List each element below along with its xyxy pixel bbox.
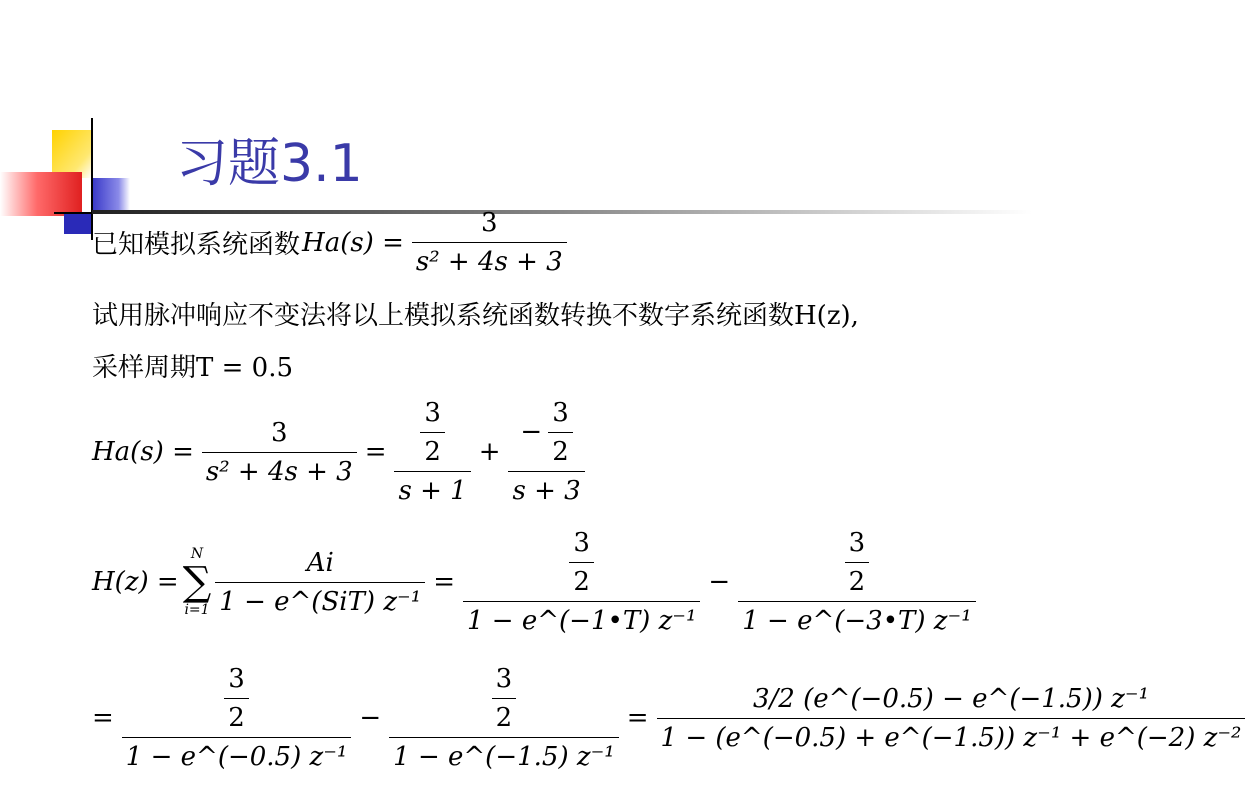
task-line-2: 采样周期T = 0.5 [92,353,294,383]
eq3-f1-num-top: 3 [228,664,245,694]
eq3-f1-num-bot: 2 [224,698,249,733]
eq2-f1-num: Ai [306,547,334,578]
eq2-lhs: H(z) = [92,567,179,597]
sum-symbol: N ∑ i=1 [182,546,212,618]
equation-partial-fractions: Ha(s) = $\frac{3}{\text{s² + 4s + 3}}$ = $\frac{\frac{3}{2}}{s + 1}$ + − $\frac{3}{2}$ s + 3 [92,398,585,506]
eq1-f3-num-top: 3 [552,398,569,428]
eq3-f2-num-top: 3 [495,664,513,694]
given-numerator: 3 [481,208,498,238]
eq1-f3-sign: − [520,416,543,447]
sum-upper: N [190,546,204,562]
given-lhs: Ha(s) = [302,227,404,258]
given-function [92,208,567,277]
eq2-f3-num-top: 3 [848,528,866,558]
sum-lower: i=1 [184,602,210,618]
eq1-f3-num-bot: 2 [548,432,573,467]
eq1-lhs: Ha(s) = [92,437,194,467]
equation-result: = $\frac{\frac{3}{2}}{\text{1 − e\textasciicircum{}(−0.5) z⁻¹}}$ − $\frac{\frac{3}{2}}{\text{1 − e\textasciicircum{}(−1.5) z⁻¹}}$ = $\frac{\text{3/2 (e\textasciicircum{}(−0.5) − e\textasciicircum{}(−1.5)) z⁻¹}}{\text{1 − (e\textasciicircum{}(−0.5) + e\textasciicircum{}(−1.5)) z⁻¹ + e\textasciicircum{}(−2) z⁻²}}$ [92,664,1245,772]
slide-title: 习题3.1 [176,134,363,194]
eq1-f2-num-top: 3 [424,398,441,428]
given-denominator: s² + 4s + 3 [412,242,567,277]
eq1-f1-num: 3 [271,417,288,448]
eq1-f2-den: s + 1 [394,471,470,506]
eq2-f2-num-bot: 2 [569,562,594,597]
eq2-f2-num-top: 3 [573,528,590,558]
decor-yellow-square [52,130,92,178]
eq1-f3-den: s + 3 [508,471,584,506]
eq3-f2-den: 1 − e^(−1.5) z⁻¹ [389,737,619,772]
decor-red-bar [0,172,82,216]
eq2-f2-den: 1 − e^(−1•T) z⁻¹ [463,601,700,636]
equation-impulse-invariance: H(z) = N ∑ i=1 $\frac{Ai}{\text{1 − e\textasciicircum{}(SiT) z⁻¹}}$ = $\frac{\frac{3}{2}}{\text{1 − e\textasciicircum{}(−1•T) z⁻¹}}$ − $\frac{\frac{3}{2}}{\text{1 − e\textasciicircum{}(−3•T) z⁻¹}}$ [92,528,976,636]
eq3-f1-den: 1 − e^(−0.5) z⁻¹ [122,737,352,772]
eq3-f3-den: 1 − (e^(−0.5) + e^(−1.5)) z⁻¹ + e^(−2) z⁻² [657,718,1245,753]
eq1-f2-num-bot: 2 [420,432,445,467]
eq2-f3-num-bot: 2 [845,562,870,597]
decor-blue-block [64,214,92,234]
eq3-f2-num-bot: 2 [492,698,517,733]
eq3-f3-num: 3/2 (e^(−0.5) − e^(−1.5)) z⁻¹ [752,683,1149,714]
eq1-f1-den: s² + 4s + 3 [202,452,357,487]
eq2-f3-den: 1 − e^(−3•T) z⁻¹ [738,601,975,636]
given-prefix: 已知模拟系统函数 [92,230,301,260]
eq2-f1-den: 1 − e^(SiT) z⁻¹ [215,582,425,617]
task-line-1: 试用脉冲响应不变法将以上模拟系统函数转换不数字系统函数H(z), [92,301,859,331]
